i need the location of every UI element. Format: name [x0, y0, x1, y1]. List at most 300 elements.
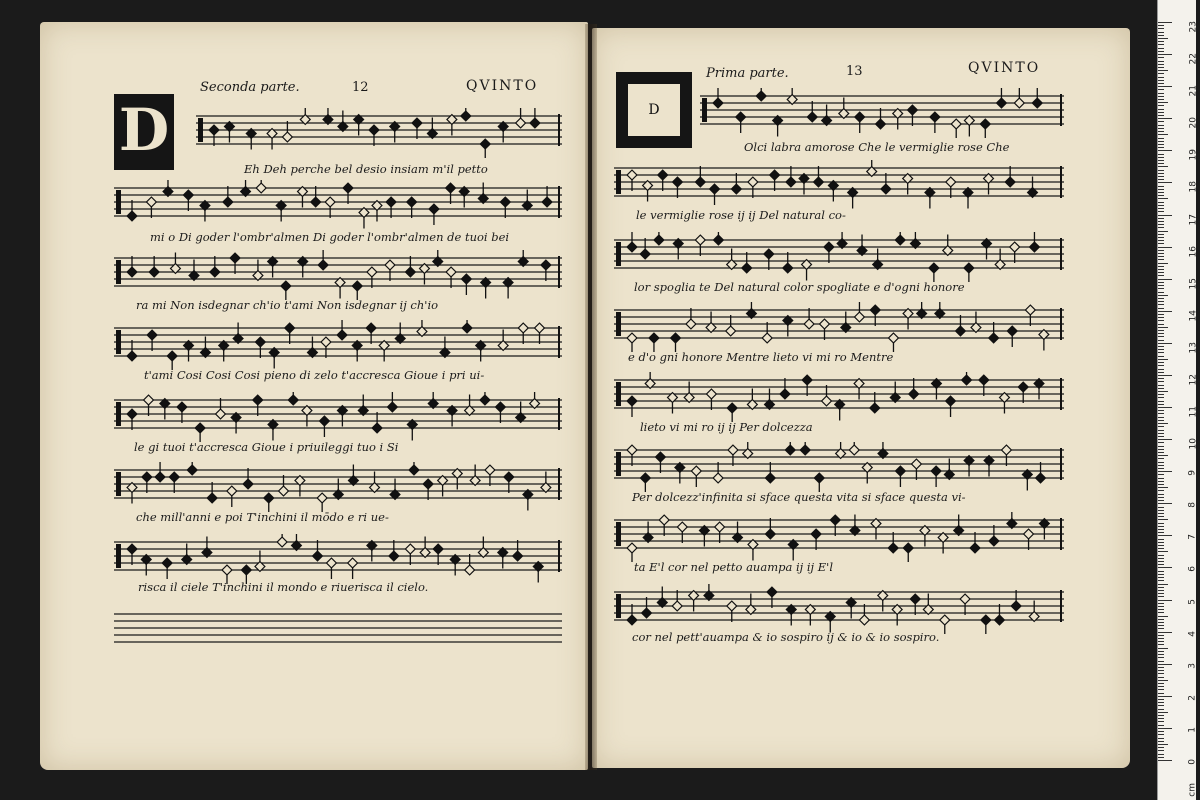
ruler-tick	[1158, 600, 1172, 601]
note	[673, 177, 683, 198]
ruler-minor-tick	[1158, 635, 1164, 636]
ruler-minor-tick	[1158, 211, 1164, 212]
ruler-minor-tick	[1158, 372, 1164, 373]
ruler-tick	[1158, 471, 1172, 472]
note	[255, 551, 265, 572]
ruler-number: 9	[1188, 470, 1198, 476]
note	[814, 166, 824, 187]
note	[478, 537, 488, 558]
note	[746, 594, 756, 615]
ruler-minor-tick	[1158, 102, 1168, 103]
part-label: Seconda parte.	[200, 80, 300, 95]
note	[370, 472, 380, 493]
note	[995, 604, 1005, 625]
note	[713, 462, 723, 483]
ruler-minor-tick	[1158, 754, 1164, 755]
note	[1030, 232, 1040, 252]
note	[727, 249, 737, 270]
note	[980, 119, 990, 138]
note	[295, 476, 305, 497]
note	[989, 525, 999, 546]
ruler-minor-tick	[1158, 109, 1164, 110]
music-staff	[614, 512, 1064, 562]
note	[268, 257, 278, 278]
ruler-minor-tick	[1158, 542, 1164, 543]
ruler-minor-tick	[1158, 64, 1164, 65]
note	[141, 555, 151, 576]
lyric-line: lor spoglia te Del natural color spogliate e d'ogni honore	[634, 280, 965, 294]
music-staff	[614, 232, 1064, 282]
note	[390, 122, 400, 143]
music-staff	[114, 462, 562, 512]
note	[627, 396, 637, 417]
note	[127, 200, 137, 221]
note	[762, 322, 772, 343]
ruler-minor-tick	[1158, 80, 1164, 81]
ruler-minor-tick	[1158, 593, 1164, 594]
note	[358, 395, 368, 416]
ruler-tick	[1158, 535, 1172, 536]
note	[873, 249, 883, 270]
ruler-minor-tick	[1158, 510, 1164, 511]
note	[1022, 470, 1032, 491]
note	[642, 597, 652, 618]
note	[127, 409, 137, 430]
ruler-minor-tick	[1158, 349, 1164, 350]
ruler-minor-tick	[1158, 195, 1164, 196]
note	[429, 204, 439, 225]
ruler-minor-tick	[1158, 490, 1164, 491]
ruler-minor-tick	[1158, 622, 1164, 623]
ruler-minor-tick	[1158, 263, 1168, 264]
note	[177, 402, 187, 423]
note	[407, 197, 417, 218]
note	[503, 278, 513, 299]
note	[1001, 445, 1011, 466]
note	[446, 183, 456, 204]
note	[209, 125, 219, 146]
note	[219, 341, 229, 362]
clef-mark	[616, 312, 621, 336]
note	[627, 232, 637, 252]
ruler-minor-tick	[1158, 112, 1164, 113]
ruler-minor-tick	[1158, 89, 1164, 90]
ruler-minor-tick	[1158, 346, 1164, 347]
ruler-minor-tick	[1158, 757, 1164, 758]
ruler-minor-tick	[1158, 404, 1164, 405]
note	[728, 445, 738, 466]
music-staff	[614, 372, 1064, 422]
empty-staff	[114, 606, 562, 656]
note	[695, 235, 705, 256]
note	[387, 392, 397, 412]
ruler-minor-tick	[1158, 587, 1164, 588]
note	[805, 605, 815, 626]
clef-mark	[116, 402, 121, 426]
ruler-tick	[1158, 311, 1172, 312]
ruler-minor-tick	[1158, 292, 1164, 293]
note	[848, 188, 858, 209]
note	[627, 604, 637, 625]
custos-mark	[558, 256, 560, 288]
note	[535, 323, 545, 344]
custos-mark	[1060, 238, 1062, 270]
note	[954, 515, 964, 536]
ruler-minor-tick	[1158, 320, 1164, 321]
note	[389, 540, 399, 561]
note	[169, 472, 179, 493]
note	[202, 537, 212, 558]
ruler-minor-tick	[1158, 198, 1168, 199]
note	[480, 392, 490, 405]
note	[835, 400, 845, 421]
note	[478, 183, 488, 204]
ruler-minor-tick	[1158, 612, 1164, 613]
note	[423, 479, 433, 500]
custos-mark	[558, 540, 560, 572]
note	[907, 105, 917, 126]
ruler-minor-tick	[1158, 369, 1164, 370]
ruler-minor-tick	[1158, 580, 1164, 581]
note	[931, 379, 941, 400]
ruler-minor-tick	[1158, 99, 1164, 100]
music-staff	[614, 302, 1064, 352]
note	[541, 260, 551, 281]
note	[533, 562, 543, 583]
note	[627, 170, 637, 191]
note	[333, 479, 343, 500]
ruler-number: 7	[1188, 534, 1198, 541]
music-staff	[114, 250, 562, 300]
note	[184, 341, 194, 362]
note	[147, 330, 157, 351]
note	[216, 398, 226, 419]
note	[943, 235, 953, 256]
staff-drawing	[614, 372, 1064, 422]
note	[964, 116, 974, 137]
page-number: 13	[846, 64, 863, 79]
ruler-minor-tick	[1158, 237, 1164, 238]
note	[960, 594, 970, 615]
ruler-minor-tick	[1158, 548, 1164, 549]
note	[459, 187, 469, 208]
note	[659, 515, 669, 536]
ruler-minor-tick	[1158, 221, 1164, 222]
ruler-minor-tick	[1158, 352, 1164, 353]
ruler-minor-tick	[1158, 385, 1164, 386]
note	[989, 322, 999, 343]
note	[318, 250, 328, 270]
note	[498, 330, 508, 351]
note	[1018, 382, 1028, 403]
ruler-minor-tick	[1158, 433, 1164, 434]
note	[210, 256, 220, 277]
note	[427, 118, 437, 139]
note	[871, 519, 881, 540]
note	[971, 312, 981, 333]
note	[302, 406, 312, 427]
note	[657, 587, 667, 608]
note	[409, 462, 419, 475]
staff-drawing	[614, 160, 1064, 210]
ruler-tick	[1158, 375, 1172, 376]
ruler-minor-tick	[1158, 683, 1164, 684]
ruler-number: 0	[1188, 759, 1198, 765]
note	[695, 166, 705, 187]
note	[504, 472, 514, 493]
ruler-minor-tick	[1158, 227, 1164, 228]
note	[822, 385, 832, 406]
music-staff	[614, 160, 1064, 210]
ruler-minor-tick	[1158, 417, 1164, 418]
ruler-tick	[1158, 86, 1172, 87]
note	[982, 239, 992, 260]
ruler-minor-tick	[1158, 397, 1164, 398]
note	[997, 88, 1007, 108]
custos-mark	[1060, 448, 1062, 480]
measurement-ruler	[1157, 0, 1196, 800]
ruler-minor-tick	[1158, 308, 1164, 309]
music-staff	[114, 534, 562, 584]
ruler-unit: cm	[1188, 783, 1198, 797]
note	[319, 416, 329, 437]
note	[773, 116, 783, 137]
note	[162, 558, 172, 579]
note	[412, 118, 422, 139]
ruler-minor-tick	[1158, 526, 1164, 527]
note	[668, 393, 678, 414]
ruler-minor-tick	[1158, 423, 1168, 424]
note	[654, 232, 664, 245]
ruler-number: 4	[1188, 630, 1198, 637]
ruler-minor-tick	[1158, 715, 1164, 716]
lyric-line: Eh Deh perche bel desio insiam m'il petto	[244, 162, 488, 176]
note	[785, 442, 795, 455]
note	[277, 534, 287, 547]
initial-letter: D	[628, 84, 680, 136]
note	[783, 316, 793, 337]
note	[979, 375, 989, 396]
ruler-minor-tick	[1158, 131, 1164, 132]
ruler-minor-tick	[1158, 362, 1164, 363]
note	[964, 456, 974, 477]
note	[1010, 242, 1020, 263]
note	[338, 111, 348, 132]
ruler-minor-tick	[1158, 712, 1168, 713]
ruler-minor-tick	[1158, 266, 1164, 267]
ruler-number: 18	[1188, 181, 1198, 193]
note	[677, 522, 687, 543]
initial-letter: D	[118, 96, 170, 164]
clef-mark	[616, 242, 621, 266]
note	[243, 468, 253, 489]
ruler-minor-tick	[1158, 166, 1168, 167]
note	[643, 522, 653, 543]
ruler-minor-tick	[1158, 513, 1164, 514]
ruler-minor-tick	[1158, 516, 1164, 517]
note	[981, 615, 991, 634]
music-staff	[114, 180, 562, 230]
staff-drawing	[114, 606, 562, 656]
ruler-tick	[1158, 696, 1172, 697]
note	[706, 312, 716, 333]
note	[767, 587, 777, 608]
ruler-minor-tick	[1158, 141, 1164, 142]
ruler-minor-tick	[1158, 61, 1164, 62]
ruler-minor-tick	[1158, 497, 1164, 498]
note	[170, 253, 180, 274]
note	[870, 305, 880, 326]
ruler-minor-tick	[1158, 157, 1164, 158]
note	[354, 115, 364, 136]
note	[895, 466, 905, 487]
note	[984, 174, 994, 195]
note	[127, 340, 137, 361]
note	[498, 122, 508, 143]
ornate-initial-right	[616, 72, 692, 148]
note	[267, 129, 277, 150]
note	[1011, 590, 1021, 611]
note	[288, 392, 298, 405]
ruler-minor-tick	[1158, 654, 1164, 655]
ruler-minor-tick	[1158, 458, 1164, 459]
ruler-minor-tick	[1158, 57, 1164, 58]
ruler-minor-tick	[1158, 606, 1164, 607]
ruler-minor-tick	[1158, 507, 1164, 508]
ruler-minor-tick	[1158, 70, 1168, 71]
ruler-minor-tick	[1158, 28, 1164, 29]
ruler-minor-tick	[1158, 324, 1164, 325]
ruler-minor-tick	[1158, 73, 1164, 74]
ruler-minor-tick	[1158, 628, 1164, 629]
note	[911, 459, 921, 480]
ruler-minor-tick	[1158, 494, 1164, 495]
ruler-minor-tick	[1158, 718, 1164, 719]
ruler-minor-tick	[1158, 173, 1164, 174]
note	[820, 319, 830, 340]
ruler-minor-tick	[1158, 381, 1164, 382]
ruler-minor-tick	[1158, 436, 1164, 437]
note	[420, 264, 430, 285]
ruler-minor-tick	[1158, 667, 1164, 668]
note	[485, 465, 495, 486]
note	[285, 323, 295, 344]
note	[888, 532, 898, 553]
lyric-line: le vermiglie rose ij ij Del natural co-	[636, 208, 846, 222]
ruler-minor-tick	[1158, 359, 1168, 360]
ruler-tick	[1158, 664, 1172, 665]
ruler-minor-tick	[1158, 35, 1164, 36]
ruler-tick	[1158, 760, 1172, 761]
note	[686, 308, 696, 329]
note	[352, 341, 362, 362]
ruler-minor-tick	[1158, 330, 1164, 331]
ruler-minor-tick	[1158, 125, 1164, 126]
ruler-minor-tick	[1158, 574, 1164, 575]
note	[770, 170, 780, 191]
note	[343, 183, 353, 204]
note	[224, 122, 234, 143]
clef-mark	[116, 472, 121, 496]
staff-drawing	[114, 180, 562, 230]
note	[643, 181, 653, 202]
note	[207, 482, 217, 503]
note	[513, 540, 523, 561]
staff-drawing	[196, 108, 562, 158]
ruler-number: 16	[1188, 245, 1198, 258]
ruler-number: 8	[1188, 502, 1198, 509]
note	[321, 337, 331, 358]
ruler-minor-tick	[1158, 77, 1164, 78]
staff-drawing	[114, 462, 562, 512]
note	[802, 260, 812, 281]
staff-drawing	[114, 392, 562, 442]
voice-label: QVINTO	[968, 60, 1041, 76]
note	[839, 98, 849, 119]
staff-drawing	[114, 320, 562, 370]
clef-mark	[616, 594, 621, 618]
ruler-tick	[1158, 150, 1172, 151]
lyric-line: e d'o gni honore Mentre lieto vi mi ro Mentre	[628, 350, 894, 364]
note	[984, 456, 994, 477]
clef-mark	[116, 330, 121, 354]
ruler-minor-tick	[1158, 705, 1164, 706]
note	[523, 490, 533, 511]
ruler-number: 3	[1188, 662, 1198, 669]
page-number: 12	[352, 80, 369, 95]
ruler-minor-tick	[1158, 314, 1164, 315]
note	[447, 406, 457, 427]
lyric-line: ra mi Non isdegnar ch'io t'ami Non isdegnar ij ch'io	[136, 298, 439, 312]
note	[1029, 601, 1039, 622]
note	[786, 605, 796, 626]
note	[447, 115, 457, 136]
note	[518, 323, 528, 344]
note	[476, 341, 486, 362]
note	[963, 188, 973, 209]
ruler-minor-tick	[1158, 243, 1164, 244]
ruler-minor-tick	[1158, 205, 1164, 206]
ruler-minor-tick	[1158, 356, 1164, 357]
note	[227, 486, 237, 507]
ruler-number: 12	[1188, 373, 1198, 386]
note	[246, 129, 256, 150]
custos-mark	[558, 114, 560, 146]
staff-drawing	[614, 232, 1064, 282]
note	[748, 177, 758, 198]
ruler-minor-tick	[1158, 702, 1164, 703]
note	[1007, 326, 1017, 347]
note	[859, 604, 869, 625]
note	[461, 274, 471, 295]
note	[909, 378, 919, 399]
note	[311, 186, 321, 207]
staff-drawing	[700, 88, 1064, 138]
note	[710, 184, 720, 205]
ruler-minor-tick	[1158, 44, 1164, 45]
note	[182, 544, 192, 565]
note	[307, 337, 317, 358]
note	[450, 555, 460, 576]
note	[940, 615, 950, 634]
note	[828, 181, 838, 202]
note	[337, 320, 347, 340]
note	[830, 515, 840, 536]
note	[146, 197, 156, 218]
ruler-minor-tick	[1158, 648, 1168, 649]
ruler-minor-tick	[1158, 693, 1164, 694]
ruler-tick	[1158, 407, 1172, 408]
